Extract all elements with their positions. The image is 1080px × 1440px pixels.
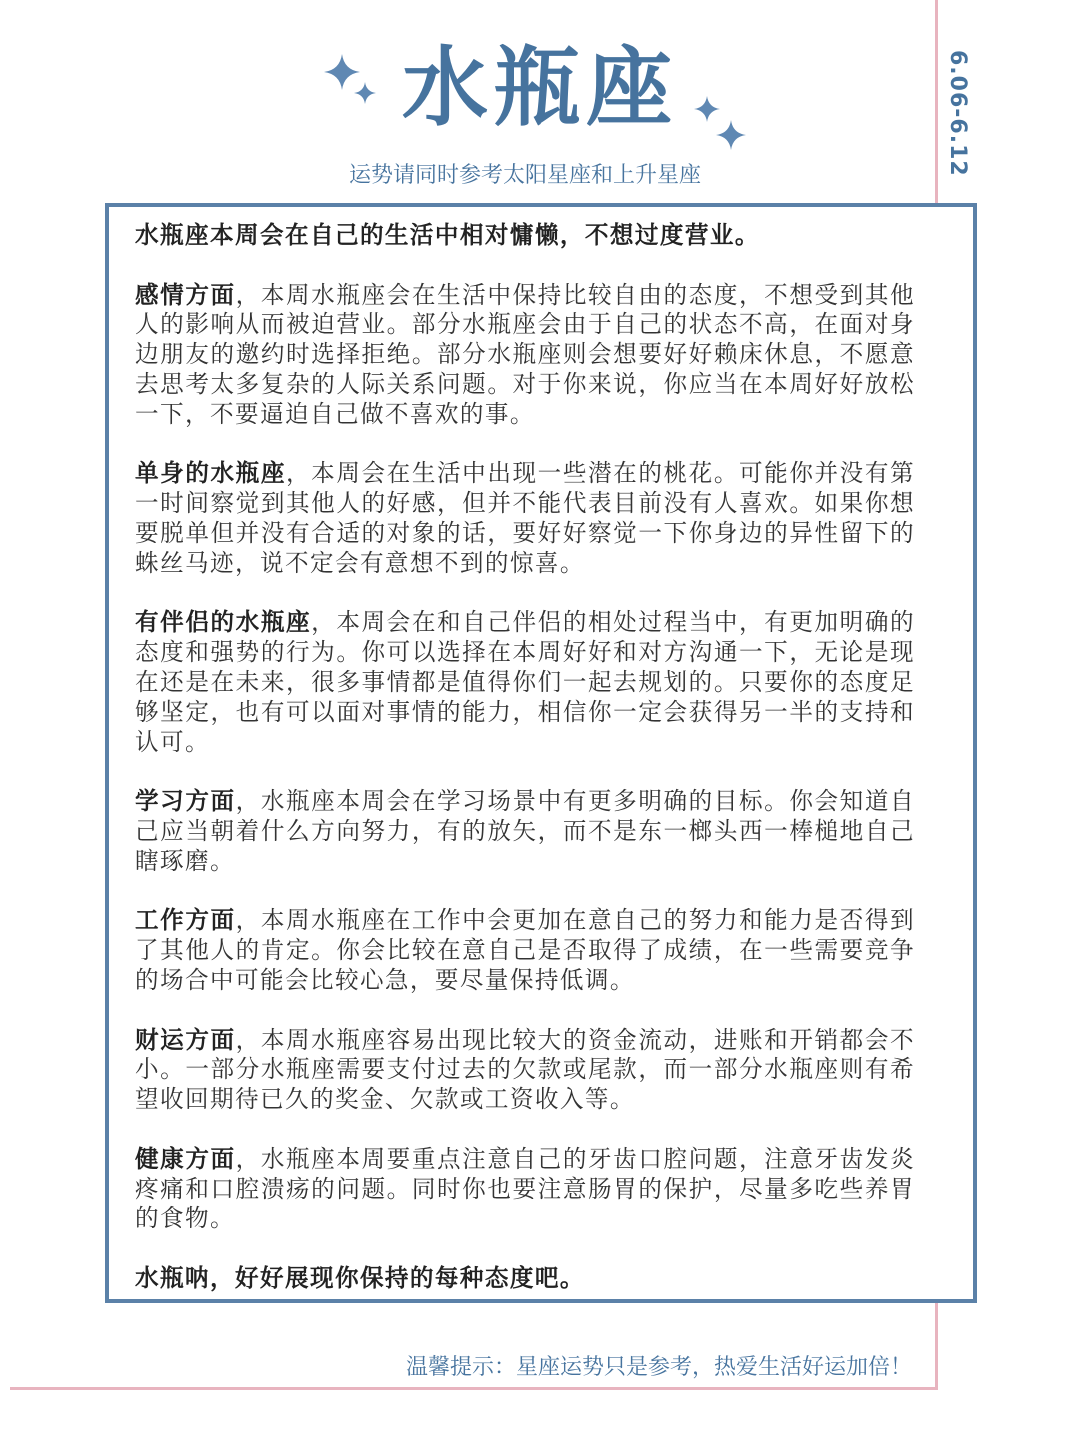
section-text: ，水瓶座本周会在学习场景中有更多明确的目标。你会知道自己应当朝着什么方向努力，有的放矢，而不是东一榔头西一棒槌地自己瞎琢磨。 <box>135 787 915 875</box>
section-heading: 财运方面 <box>135 1025 236 1054</box>
section-heading: 有伴侣的水瓶座 <box>135 608 312 637</box>
pink-horizontal-line <box>10 1387 938 1390</box>
section-heading: 健康方面 <box>135 1144 236 1173</box>
section-text: ，本周水瓶座会在生活中保持比较自由的态度，不想受到其他人的影响从而被迫营业。部分水瓶座会由于自己的状态不高，在面对身边朋友的邀约时选择拒绝。部分水瓶座则会想要好好赖床休息，不愿意去思考太多复杂的人际关系问题。对于你来说，你应当在本周好好放松一下，不要逼迫自己做不喜欢的事。 <box>135 280 915 428</box>
section-text: ，本周会在和自己伴侣的相处过程当中，有更加明确的态度和强势的行为。你可以选择在本周好好和对方沟通一下，无论是现在还是在未来，很多事情都是值得你们一起去规划的。只要你的态度足够坚定，也有可以面对事情的能力，相信你一定会获得另一半的支持和认可。 <box>135 608 915 756</box>
section-text: ，水瓶座本周要重点注意自己的牙齿口腔问题，注意牙齿发炎疼痛和口腔溃疡的问题。同时你也要注意肠胃的保护，尽量多吃些养胃的食物。 <box>135 1144 915 1233</box>
intro-text: 水瓶座本周会在自己的生活中相对慵懒，不想过度营业。 <box>135 221 760 249</box>
section-work <box>135 906 915 995</box>
intro-paragraph <box>135 221 915 251</box>
section-single <box>135 459 915 578</box>
section-heading: 学习方面 <box>135 787 236 816</box>
section-heading: 感情方面 <box>135 280 236 309</box>
section-text: ，本周水瓶座容易出现比较大的资金流动，进账和开销都会不小。一部分水瓶座需要支付过去的欠款或尾款，而一部分水瓶座则有希望收回期待已久的奖金、欠款或工资收入等。 <box>135 1025 915 1114</box>
section-partnered <box>135 608 915 757</box>
section-text: ，本周水瓶座在工作中会更加在意自己的努力和能力是否得到了其他人的肯定。你会比较在意自己是否取得了成绩，在一些需要竞争的场合中可能会比较心急，要尽量保持低调。 <box>135 906 915 994</box>
section-love <box>135 281 915 430</box>
page-subtitle: 运势请同时参考太阳星座和上升星座 <box>348 163 701 188</box>
closing-paragraph <box>135 1264 915 1294</box>
section-study <box>135 787 915 876</box>
date-range: 6.06-6.12 <box>945 50 970 177</box>
closing-text: 水瓶呐，好好展现你保持的每种态度吧。 <box>135 1263 585 1292</box>
footer-tip: 温馨提示：星座运势只是参考，热爱生活好运加倍！ <box>405 1355 912 1380</box>
page-title: 水瓶座 <box>402 38 678 138</box>
section-heading: 工作方面 <box>135 906 236 935</box>
section-wealth <box>135 1026 915 1115</box>
horoscope-content <box>135 221 915 1323</box>
section-text: ，本周会在生活中出现一些潜在的桃花。可能你并没有第一时间察觉到其他人的好感，但并不能代表目前没有人喜欢。如果你想要脱单但并没有合适的对象的话，要好好察觉一下你身边的异性留下的蛛丝马迹，说不定会有意想不到的惊喜。 <box>135 459 915 577</box>
section-heading: 单身的水瓶座 <box>135 459 286 488</box>
section-health <box>135 1145 915 1234</box>
